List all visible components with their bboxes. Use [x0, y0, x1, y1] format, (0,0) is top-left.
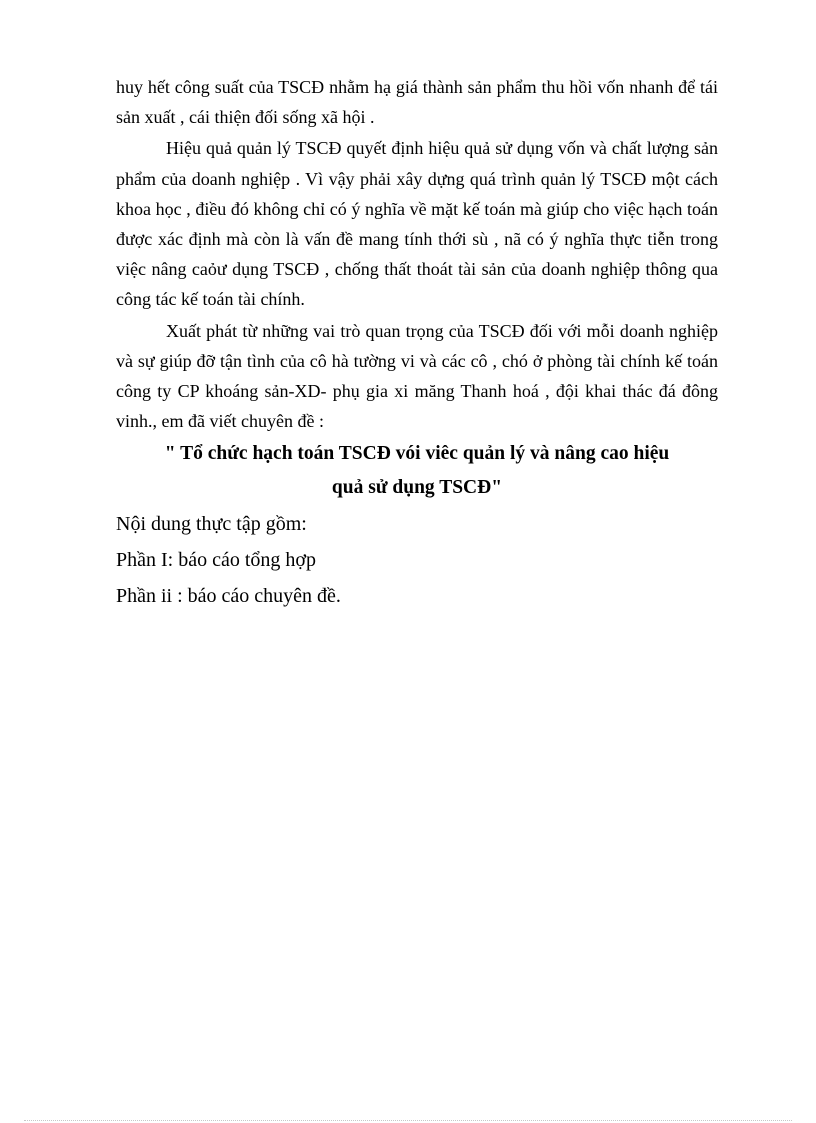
- contents-list: [116, 506, 718, 614]
- contents-intro: Nội dung thực tập gồm:: [116, 513, 307, 536]
- document-body: [116, 72, 718, 614]
- paragraph-management-efficiency: Hiệu quả quản lý TSCĐ quyết định hiệu quả sử dụng vốn và chất lượng sản phẩm của doanh nghiệp . Vì vậy phải xây dựng quá trình quản lý TSCĐ một cách khoa học , điều đó không chỉ có ý nghĩa về mặt kế toán mà giúp cho việc hạch toán được xác định mà còn là vấn đề mang tính thới sù , nã có ý nghĩa thực tiễn trong việc nâng caỏư dụng TSCĐ , chống thất thoát tài sản của doanh nghiệp thông qua công tác kế toán tài chính.: [116, 138, 718, 310]
- topic-heading-line-1: " Tổ chức hạch toán TSCĐ vói viêc quản lý và nâng cao hiệu: [164, 443, 670, 465]
- paragraph-continuation: huy hết công suất của TSCĐ nhằm hạ giá thành sản phẩm thu hồi vốn nhanh để tái sản xuất , cái thiện đối sống xã hội .: [116, 77, 718, 128]
- contents-part-1: Phần I: báo cáo tổng hợp: [116, 549, 316, 572]
- page-bottom-rule: [24, 1120, 792, 1121]
- paragraph-motivation: Xuất phát từ những vai trò quan trọng của TSCĐ đối với mỗi doanh nghiệp và sự giúp đỡ tận tình của cô hà tường vi và các cô , chó ở phòng tài chính kế toán công ty CP khoáng sản-XD- phụ gia xi măng Thanh hoá , đội khai thác đá đông vinh., em đã viết chuyên đề :: [116, 320, 718, 432]
- contents-part-2: Phần ii : báo cáo chuyên đề.: [116, 585, 341, 608]
- topic-heading-line-2: quả sử dụng TSCĐ": [331, 477, 503, 499]
